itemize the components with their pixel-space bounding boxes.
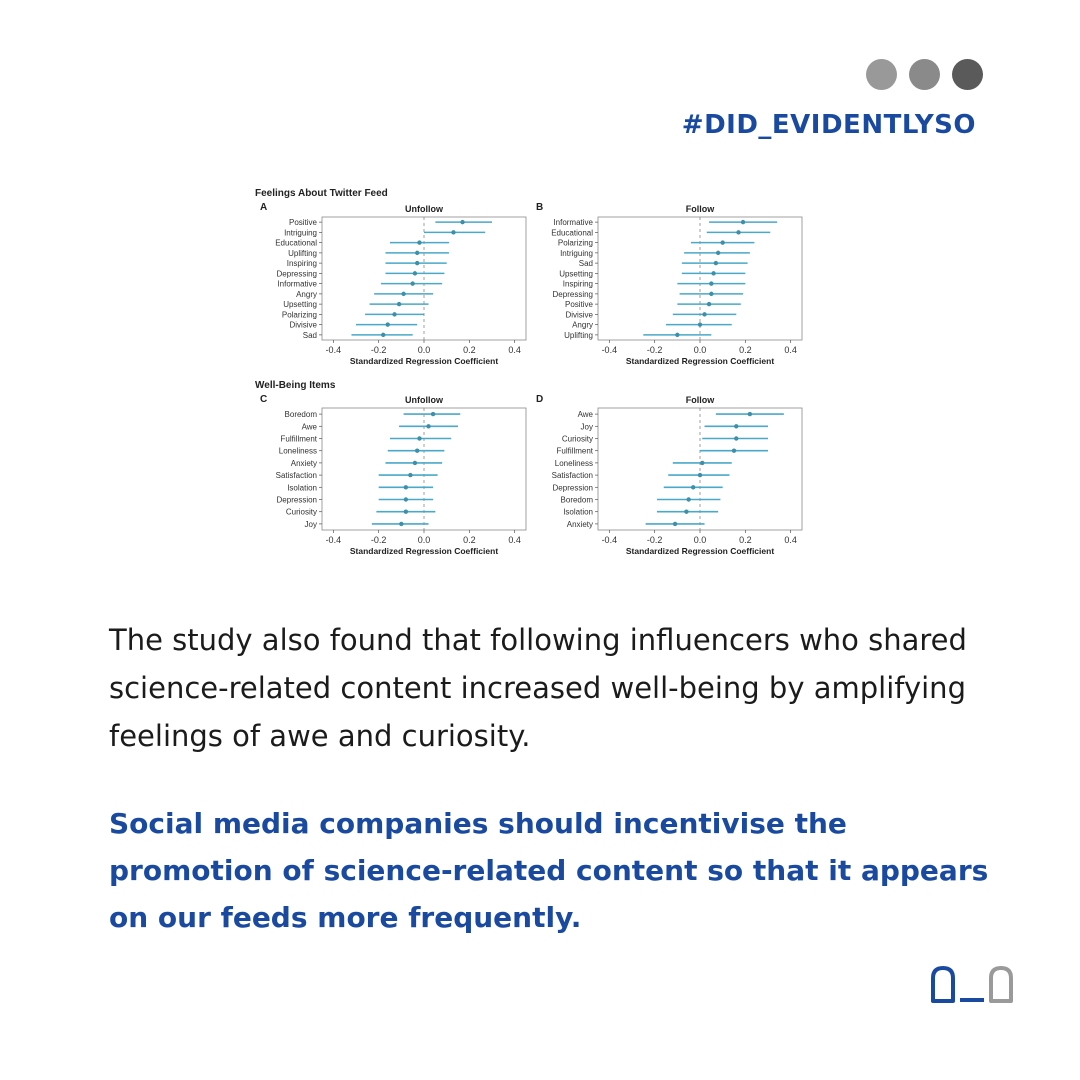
panel-a-estimate-point xyxy=(386,322,390,326)
panel-d-estimate-point xyxy=(673,522,677,526)
panel-a-category-label: Depressing xyxy=(276,269,317,279)
logo-right-arch xyxy=(991,968,1011,1001)
panel-b-x-tick-label: 0.0 xyxy=(693,345,707,355)
panel-a-category-label: Positive xyxy=(288,218,317,228)
carousel-dots xyxy=(866,59,983,90)
panel-a-estimate-point xyxy=(415,261,419,265)
panel-b-estimate-point xyxy=(716,251,720,255)
panel-a-estimate-point xyxy=(410,281,414,285)
panel-d-estimate-point xyxy=(691,485,695,489)
panel-a-estimate-point xyxy=(460,220,464,224)
panel-c-category-label: Depression xyxy=(276,495,317,505)
panel-d-estimate-point xyxy=(698,473,702,477)
panel-c-category-label: Joy xyxy=(304,519,317,529)
panel-b-x-tick-label: 0.2 xyxy=(739,345,752,355)
body-paragraph: The study also found that following influencers who shared science-related content increased well-being by amplifying feelings of awe and curiosity. xyxy=(109,623,967,753)
panel-c-category-label: Satisfaction xyxy=(275,471,317,481)
callout-paragraph: Social media companies should incentivise the promotion of science-related content so that it appears on our feeds more frequently. xyxy=(109,807,989,934)
panel-b-x-tick-label: 0.4 xyxy=(784,345,797,355)
panel-c-estimate-point xyxy=(408,473,412,477)
panel-d-category-label: Isolation xyxy=(563,507,593,517)
panel-c-x-tick-label: 0.2 xyxy=(463,535,476,545)
panel-c-estimate-point xyxy=(399,522,403,526)
panel-a-category-label: Uplifting xyxy=(288,248,317,258)
panel-b-category-label: Inspiring xyxy=(562,279,593,289)
carousel-dot-1 xyxy=(866,59,897,90)
panel-b-x-axis-label: Standardized Regression Coefficient xyxy=(625,356,775,366)
panel-b-category-label: Depressing xyxy=(552,289,593,299)
panel-a-estimate-point xyxy=(451,230,455,234)
panel-d-estimate-point xyxy=(686,497,690,501)
evidently-so-logo-icon xyxy=(928,964,1016,1004)
panel-c-section-title: Well-Being Items xyxy=(255,380,336,391)
carousel-dot-2 xyxy=(909,59,940,90)
panel-c-category-label: Fulfillment xyxy=(280,434,317,444)
panel-b-estimate-point xyxy=(714,261,718,265)
panel-a-estimate-point xyxy=(413,271,417,275)
panel-d-title: Follow xyxy=(685,395,715,405)
panel-b-category-label: Polarizing xyxy=(557,238,593,248)
panel-c-estimate-point xyxy=(404,510,408,514)
panel-c-estimate-point xyxy=(417,436,421,440)
panel-d-panel-letter: D xyxy=(536,394,544,405)
panel-b-category-label: Educational xyxy=(551,228,593,238)
carousel-dot-3 xyxy=(952,59,983,90)
panel-b-x-tick-label: -0.4 xyxy=(601,345,618,355)
panel-a-category-label: Polarizing xyxy=(281,310,317,320)
panel-b-estimate-point xyxy=(741,220,745,224)
panel-a-category-label: Inspiring xyxy=(286,259,317,269)
panel-c-estimate-point xyxy=(404,485,408,489)
panel-c-x-tick-label: 0.0 xyxy=(417,535,431,545)
panel-c-estimate-point xyxy=(415,449,419,453)
panel-b-estimate-point xyxy=(698,322,702,326)
panel-c-estimate-point xyxy=(404,497,408,501)
panel-a-category-label: Informative xyxy=(277,279,317,289)
panel-c-title: Unfollow xyxy=(405,395,443,405)
panel-a-panel-letter: A xyxy=(260,202,268,213)
panel-c-x-tick-label: -0.2 xyxy=(370,535,387,545)
panel-a-title: Unfollow xyxy=(405,204,443,214)
panel-b-estimate-point xyxy=(711,271,715,275)
panel-a-x-axis-label: Standardized Regression Coefficient xyxy=(349,356,499,366)
panel-d-estimate-point xyxy=(734,436,738,440)
panel-a-estimate-point xyxy=(397,302,401,306)
panel-d-category-label: Loneliness xyxy=(554,458,593,468)
panel-d-category-label: Curiosity xyxy=(561,434,593,444)
panel-a-estimate-point xyxy=(392,312,396,316)
panel-a-estimate-point xyxy=(401,292,405,296)
panel-b-category-label: Uplifting xyxy=(564,330,593,340)
panel-d-estimate-point xyxy=(700,461,704,465)
panel-b-category-label: Sad xyxy=(578,259,593,269)
panel-d-estimate-point xyxy=(684,510,688,514)
panel-b-category-label: Intriguing xyxy=(560,248,593,258)
panel-c-panel-letter: C xyxy=(260,394,268,405)
panel-c-x-tick-label: 0.4 xyxy=(508,535,521,545)
panel-a-category-label: Angry xyxy=(296,289,317,299)
panel-b-estimate-point xyxy=(707,302,711,306)
panel-a-section-title: Feelings About Twitter Feed xyxy=(255,188,388,199)
panel-c-category-label: Isolation xyxy=(287,483,317,493)
panel-b-estimate-point xyxy=(736,230,740,234)
panel-b-category-label: Angry xyxy=(572,320,593,330)
panel-b-estimate-point xyxy=(709,292,713,296)
panel-b-title: Follow xyxy=(685,204,715,214)
panel-c-category-label: Anxiety xyxy=(290,458,317,468)
panel-a-estimate-point xyxy=(417,240,421,244)
regression-figure xyxy=(250,180,810,570)
panel-d-estimate-point xyxy=(734,424,738,428)
panel-d-x-axis-label: Standardized Regression Coefficient xyxy=(625,546,775,556)
panel-d-category-label: Anxiety xyxy=(566,519,593,529)
panel-b-x-tick-label: -0.2 xyxy=(646,345,663,355)
panel-a-category-label: Divisive xyxy=(289,320,317,330)
panel-a-category-label: Intriguing xyxy=(284,228,317,238)
panel-d-estimate-point xyxy=(748,412,752,416)
panel-a-x-tick-label: 0.4 xyxy=(508,345,521,355)
panel-c-category-label: Awe xyxy=(301,422,317,432)
panel-a-x-tick-label: -0.2 xyxy=(370,345,387,355)
hashtag-label: #DID_EVIDENTLYSO xyxy=(681,110,976,140)
panel-c-x-axis-label: Standardized Regression Coefficient xyxy=(349,546,499,556)
panel-a-x-tick-label: 0.0 xyxy=(417,345,431,355)
panel-a-category-label: Upsetting xyxy=(283,300,317,310)
panel-d-category-label: Depression xyxy=(552,483,593,493)
panel-d-x-tick-label: 0.2 xyxy=(739,535,752,545)
panel-b-category-label: Divisive xyxy=(565,310,593,320)
panel-a-x-tick-label: 0.2 xyxy=(463,345,476,355)
panel-c-category-label: Curiosity xyxy=(285,507,317,517)
panel-c-estimate-point xyxy=(413,461,417,465)
panel-a-estimate-point xyxy=(381,333,385,337)
panel-b-category-label: Informative xyxy=(553,218,593,228)
panel-d-x-tick-label: -0.2 xyxy=(646,535,663,545)
panel-d-category-label: Awe xyxy=(577,410,593,420)
panel-b-estimate-point xyxy=(720,240,724,244)
panel-d-x-tick-label: 0.4 xyxy=(784,535,797,545)
panel-c-category-label: Loneliness xyxy=(278,446,317,456)
panel-b-category-label: Positive xyxy=(564,300,593,310)
panel-d-category-label: Satisfaction xyxy=(551,471,593,481)
panel-a-x-tick-label: -0.4 xyxy=(325,345,342,355)
logo-left-arch xyxy=(933,968,953,1001)
regression-figure-svg xyxy=(250,180,810,570)
panel-b-estimate-point xyxy=(675,333,679,337)
panel-d-x-tick-label: 0.0 xyxy=(693,535,707,545)
panel-d-category-label: Joy xyxy=(580,422,593,432)
panel-d-category-label: Boredom xyxy=(560,495,593,505)
panel-c-category-label: Boredom xyxy=(284,410,317,420)
panel-d-x-tick-label: -0.4 xyxy=(601,535,618,545)
panel-d-category-label: Fulfillment xyxy=(556,446,593,456)
panel-a-category-label: Sad xyxy=(302,330,317,340)
panel-c-x-tick-label: -0.4 xyxy=(325,535,342,545)
panel-a-category-label: Educational xyxy=(275,238,317,248)
panel-d-estimate-point xyxy=(732,449,736,453)
panel-b-estimate-point xyxy=(702,312,706,316)
panel-c-estimate-point xyxy=(431,412,435,416)
panel-c-estimate-point xyxy=(426,424,430,428)
panel-a-estimate-point xyxy=(415,251,419,255)
panel-b-panel-letter: B xyxy=(536,202,544,213)
panel-b-category-label: Upsetting xyxy=(559,269,593,279)
panel-b-estimate-point xyxy=(709,281,713,285)
